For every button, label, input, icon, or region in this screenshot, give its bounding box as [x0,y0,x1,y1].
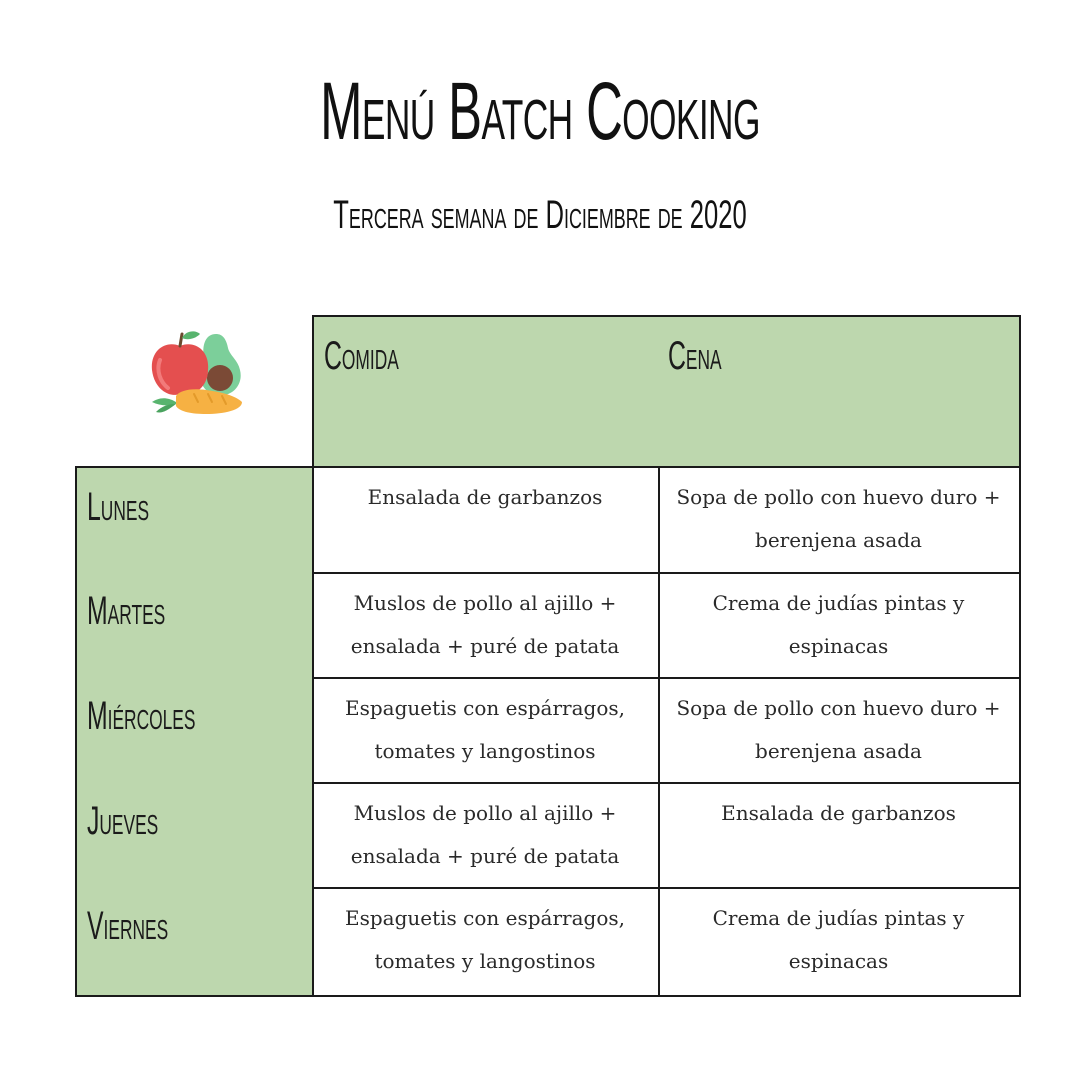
lunch-cell [312,572,660,679]
day-label: Lunes [87,485,150,529]
lunch-text: Ensalada de garbanzos [367,485,603,509]
lunch-text: Espaguetis con espárragos, tomates y langostinos [345,906,625,973]
day-label: Viernes [87,904,169,948]
dinner-text: Sopa de pollo con huevo duro + berenjena asada [676,485,1001,552]
page-title: Menú Batch Cooking [320,66,760,157]
dinner-text: Crema de judías pintas y espinacas [712,906,965,973]
header-lunch-label: Comida [324,334,399,378]
page-subtitle: Tercera semana de Diciembre de 2020 [333,193,747,237]
day-label: Martes [87,589,166,633]
lunch-cell [312,782,660,889]
dinner-text: Sopa de pollo con huevo duro + berenjena asada [676,696,1001,763]
day-cell-miercoles [75,677,314,784]
lunch-cell [312,466,660,574]
day-cell-lunes [75,466,314,574]
header-dinner-label: Cena [668,334,722,378]
dinner-cell [658,677,1021,784]
lunch-text: Muslos de pollo al ajillo + ensalada + puré de patata [350,801,620,868]
day-cell-martes [75,572,314,679]
dinner-text: Ensalada de garbanzos [721,801,956,825]
dinner-cell [658,782,1021,889]
header-lunch [312,315,660,468]
menu-table [75,315,1021,997]
dinner-cell [658,572,1021,679]
dinner-cell [658,466,1021,574]
lunch-text: Muslos de pollo al ajillo + ensalada + puré de patata [350,591,620,658]
lunch-cell [312,677,660,784]
dinner-text: Crema de judías pintas y espinacas [712,591,965,658]
day-cell-viernes [75,887,314,997]
dinner-cell [658,887,1021,997]
lunch-cell [312,887,660,997]
day-label: Miércoles [87,694,196,738]
day-cell-jueves [75,782,314,889]
header-dinner [658,315,1021,468]
day-label: Jueves [87,799,159,843]
lunch-text: Espaguetis con espárragos, tomates y langostinos [345,696,625,763]
